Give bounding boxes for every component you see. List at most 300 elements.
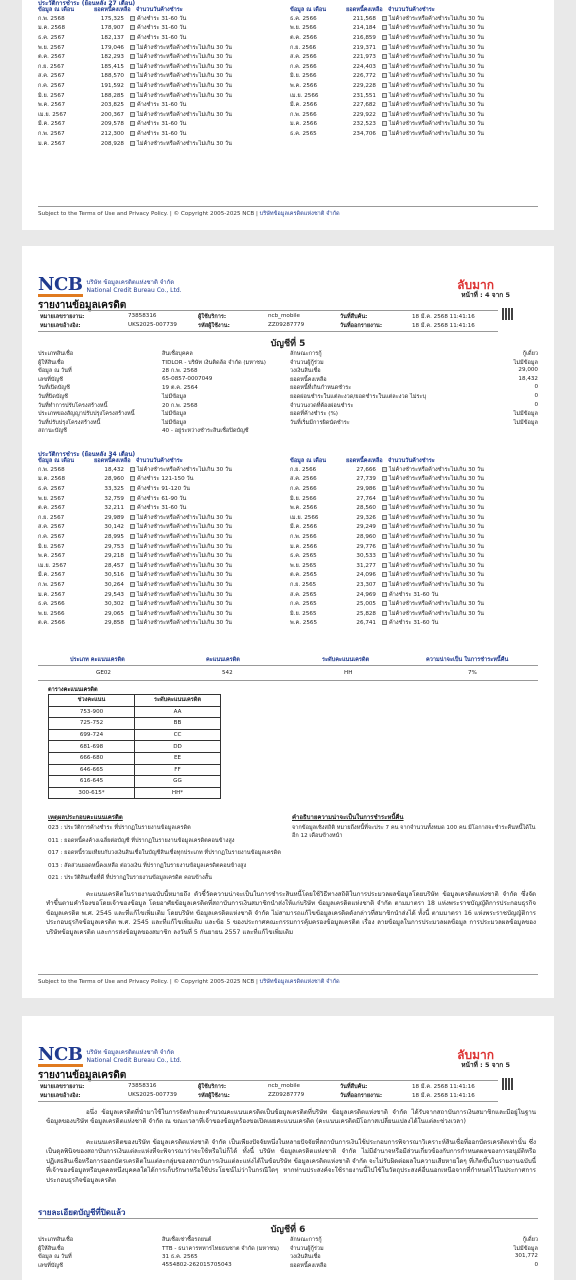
- status-box-icon: [382, 476, 387, 481]
- history-status-text: ไม่ค้างชำระหรือค้างชำระไม่เกิน 30 วัน: [389, 82, 484, 89]
- history-status-text: ไม่ค้างชำระหรือค้างชำระไม่เกิน 30 วัน: [137, 620, 232, 627]
- history-balance: 24,969: [356, 591, 376, 598]
- history-row: [290, 475, 484, 485]
- status-box-icon: [130, 505, 135, 510]
- history-month: พ.ค. 2567: [38, 553, 65, 560]
- page-number: หน้าที่ : 5 จาก 5: [461, 1061, 510, 1069]
- history-status: [130, 72, 232, 80]
- page-footer: Subject to the Terms of Use and Privacy Policy. | © Copyright 2005-2025 NCB | บริษัทข้อมูลเครดิตแห่งชาติ จำกัด: [38, 211, 340, 217]
- history-title: ประวัติการชำระ (ย้อนหลัง 27 เดือน): [38, 0, 136, 7]
- history-row: [290, 619, 484, 629]
- history-month: ต.ค. 2565: [290, 572, 317, 579]
- score-reason: 011 : ยอดหนี้คงค้างเฉลี่ยต่อบัญชี ที่ปรากฏในรายงานข้อมูลเครดิตคอนข้างสูง: [48, 837, 235, 844]
- detail-label: ยอดที่ค้างชำระ (%): [290, 411, 338, 418]
- history-balance: 224,403: [352, 63, 376, 70]
- score-range-title: ตารางคะแนนเครดิต: [48, 687, 98, 693]
- history-row: [38, 484, 232, 494]
- history-balance: 30,533: [356, 553, 376, 560]
- history-status: [130, 24, 186, 32]
- history-status: [130, 63, 232, 71]
- history-balance: 31,277: [356, 562, 376, 569]
- status-box-icon: [382, 25, 387, 30]
- history-balance: 191,592: [100, 82, 124, 89]
- history-balance: 229,228: [352, 82, 376, 89]
- range-score: 646-665: [49, 764, 135, 776]
- closed-accounts-title: รายละเอียดบัญชีที่ปิดแล้ว: [38, 1208, 126, 1217]
- history-balance: 28,457: [104, 562, 124, 569]
- history-balance: 29,218: [104, 553, 124, 560]
- history-month: ธ.ค. 2566: [38, 601, 65, 608]
- history-row: [290, 571, 484, 581]
- history-status-text: ค้างชำระ 31-60 วัน: [389, 591, 439, 598]
- history-status-text: ไม่ค้างชำระหรือค้างชำระไม่เกิน 30 วัน: [137, 581, 232, 588]
- history-month: ส.ค. 2567: [38, 73, 65, 80]
- history-row: [38, 465, 232, 475]
- status-box-icon: [382, 54, 387, 59]
- status-box-icon: [130, 524, 135, 529]
- history-balance: 208,928: [100, 140, 124, 147]
- detail-value: สินเชื่อเช่าซื้อรถยนต์: [162, 1237, 212, 1243]
- history-row: [38, 523, 232, 533]
- status-box-icon: [382, 121, 387, 126]
- history-status: [382, 562, 484, 570]
- history-status: [382, 619, 438, 627]
- range-grade: DD: [135, 741, 221, 753]
- status-box-icon: [130, 563, 135, 568]
- detail-value: ไม่มีข้อมูล: [513, 419, 538, 426]
- history-month: เม.ย. 2566: [290, 92, 319, 99]
- history-row: [38, 43, 232, 53]
- history-balance: 188,570: [100, 73, 124, 80]
- detail-value: กู้เดี่ยว: [522, 1237, 538, 1243]
- history-balance: 32,211: [104, 505, 124, 512]
- history-status: [382, 111, 484, 119]
- history-month: ม.ค. 2568: [38, 476, 65, 483]
- history-status-text: ค้างชำระ 91-120 วัน: [137, 485, 190, 492]
- report-meta: หมายเลขรายงาน: 73858316 หมายเลขอ้างอิง: UKS2025-007739 ผู้ใช้บริการ: ncb_mobile รหัสผู้ใช้งาน: ZZ09287779 วันที่สืบค้น: 18 มี.ค. 2568 11:41:16 วันที่ออกรายงาน: 18 มี.ค. 2568 11:41:16: [38, 310, 498, 332]
- divider: [38, 206, 538, 207]
- history-row: [290, 542, 484, 552]
- history-row: [290, 120, 484, 130]
- history-balance: 219,371: [352, 44, 376, 51]
- status-box-icon: [382, 505, 387, 510]
- history-status: [382, 34, 484, 42]
- status-box-icon: [130, 73, 135, 78]
- history-balance: 30,142: [104, 524, 124, 531]
- history-row: [38, 513, 232, 523]
- footer-link[interactable]: บริษัทข้อมูลเครดิตแห่งชาติ จำกัด: [259, 211, 340, 217]
- history-balance: 25,005: [356, 601, 376, 608]
- score-reason: 021 : ประวัติสินเชื่อที่ดี ที่ปรากฏในรายงานข้อมูลเครดิต คอนข้างสั้น: [48, 875, 212, 882]
- history-month: ก.ย. 2567: [38, 63, 65, 70]
- detail-value: สินเชื่อบุคคล: [162, 351, 193, 357]
- range-grade: FF: [135, 764, 221, 776]
- status-box-icon: [130, 83, 135, 88]
- history-balance: 27,739: [356, 476, 376, 483]
- history-balance: 182,293: [100, 54, 124, 61]
- status-box-icon: [382, 45, 387, 50]
- status-box-icon: [382, 467, 387, 472]
- detail-value: ไม่มีข้อมูล: [162, 419, 187, 426]
- range-row: [49, 718, 221, 730]
- history-month: ก.ย. 2566: [290, 466, 317, 473]
- history-status-text: ไม่ค้างชำระหรือค้างชำระไม่เกิน 30 วัน: [389, 111, 484, 118]
- status-box-icon: [130, 121, 135, 126]
- history-status-text: ไม่ค้างชำระหรือค้างชำระไม่เกิน 30 วัน: [137, 553, 232, 560]
- history-row: [38, 14, 232, 24]
- history-row: [38, 24, 232, 34]
- history-row: [290, 110, 484, 120]
- history-balance: 229,922: [352, 111, 376, 118]
- detail-value: 0: [534, 384, 538, 391]
- history-month: ก.ค. 2567: [38, 82, 65, 89]
- history-status-text: ไม่ค้างชำระหรือค้างชำระไม่เกิน 30 วัน: [389, 533, 484, 540]
- history-row: [290, 465, 484, 475]
- history-row: [38, 532, 232, 542]
- score-explanation: คะแนนเครดิตในรายงานฉบับนี้หมายถึง ตัวชี้วัดความน่าจะเป็นในการชำระสินหนี้โดยใช้วิธีทางสถิติในการประมวลผลข้อมูลโดยบริษัท ข้อมูลเครดิตแห่งชาติ จำกัด ซึ่งจัดทำขึ้นตามคำร้องขอโดยเจ้าของข้อมูล โดยอาศัยข้อมูลเครดิตที่สถาบันการเงินสมาชิกนำส่งให้แก่บริษัท ข้อมูลเครดิตแห่งชาติ จำกัด ตามมาตรา 18 แห่งพระราชบัญญัติการประกอบธุรกิจข้อมูลเครดิต พ.ศ. 2545 และที่แก้ไขเพิ่มเติม โดยบริษัท ข้อมูลเครดิตแห่งชาติ จำกัด ไม่สามารถแก้ไขข้อมูลเครดิตดังกล่าวที่สมาชิกนำส่งได้ ทั้งนี้ ตามมาตรา 16 แห่งพระราชบัญญัติการประกอบธุรกิจข้อมูลเครดิต พ.ศ. 2545 และที่แก้ไขเพิ่มเติม และข้อ 5 ของประกาศคณะกรรมการคุ้มครองข้อมูลเครดิต เรื่อง ลายข้อมูลในการประมวลผลข้อมูล การประมวลผลข้อมูลของบริษัทข้อมูลเครดิต และการส่งข้อมูลของสมาชิก ลงวันที่ 5 กันยายน 2557 และที่แก้ไขเพิ่มเติม: [46, 891, 536, 936]
- detail-value: กู้เดี่ยว: [522, 351, 538, 357]
- history-status-text: ไม่ค้างชำระหรือค้างชำระไม่เกิน 30 วัน: [389, 63, 484, 70]
- history-status-text: ค้างชำระ 31-60 วัน: [137, 34, 187, 41]
- status-box-icon: [382, 553, 387, 558]
- history-balance: 234,706: [352, 130, 376, 137]
- disclaimer-paragraph-2: คะแนนเครดิตของบริษัท ข้อมูลเครดิตแห่งชาติ จำกัด เป็นเพียงปัจจัยหนึ่งในหลายปัจจัยที่สถาบันการเงินใช้ประกอบการพิจารณาวิเคราะห์สินเชื่อที่ออกบัตรเครดิตเท่านั้น ซึ่งเป็นดุลพินิจของสถาบันการเงินแต่ละแห่งที่จะพิจารณาว่าจะใช้หรือไม่ก็ได้ ทั้งนี้ บริษัท ข้อมูลเครดิตแห่งชาติ จำกัด ไม่มีอำนาจหรือมีส่วนเกี่ยวข้องกับการกำหนดผลของการอนุมัติหรือปฏิเสธสินเชื่อหรือการออกบัตรเครดิตในแต่ละกลุ่มของสถาบันการเงินแต่ละแห่งได้ในข้อบริษัท ข้อมูลเครดิตแห่งชาติ จำกัด จะไม่รับผิดต่อผลในความเสียหายใดๆ ที่เกิดขึ้นในรายงานฉบับนี้ที่เจ้าของข้อมูลหรือบุคคลหนึ่งบุคคลใดได้การเก็บรักษาหรือใช้ประโยชน์ไม่ว่าในกรณีใดๆ หากท่านประสงค์จะใช้รายงานนี้ไปใช้ในวัตถุประสงค์อื่นนอกเหนือจากที่กำหนดไว้ในประกาศการประกอบธุรกิจข้อมูลเครดิต: [46, 1139, 536, 1184]
- history-month: ม.ค. 2567: [38, 140, 65, 147]
- history-status-text: ไม่ค้างชำระหรือค้างชำระไม่เกิน 30 วัน: [389, 466, 484, 473]
- qr-code-icon: [502, 1078, 514, 1090]
- page-number: หน้าที่ : 4 จาก 5: [461, 291, 510, 299]
- history-list-right: [290, 465, 484, 628]
- history-status-text: ไม่ค้างชำระหรือค้างชำระไม่เกิน 30 วัน: [137, 601, 232, 608]
- detail-value: 18,432: [518, 375, 538, 382]
- range-grade: BB: [135, 718, 221, 730]
- history-status-text: ไม่ค้างชำระหรือค้างชำระไม่เกิน 30 วัน: [389, 495, 484, 502]
- history-headers-right: ข้อมูล ณ เดือน ยอดหนี้คงเหลือ จำนวนวันค้างชำระ: [290, 7, 435, 13]
- status-box-icon: [382, 592, 387, 597]
- status-box-icon: [130, 601, 135, 606]
- history-balance: 203,825: [100, 102, 124, 109]
- history-month: ส.ค. 2566: [290, 476, 317, 483]
- history-balance: 32,759: [104, 495, 124, 502]
- status-box-icon: [382, 582, 387, 587]
- history-status-text: ไม่ค้างชำระหรือค้างชำระไม่เกิน 30 วัน: [137, 543, 232, 550]
- history-row: [38, 580, 232, 590]
- history-status: [382, 552, 484, 560]
- range-score: 753-900: [49, 706, 135, 718]
- history-balance: 18,432: [104, 466, 124, 473]
- status-box-icon: [382, 83, 387, 88]
- history-status: [130, 495, 186, 503]
- status-box-icon: [382, 73, 387, 78]
- status-box-icon: [382, 515, 387, 520]
- history-status: [130, 533, 232, 541]
- history-row: [38, 494, 232, 504]
- page-footer: Subject to the Terms of Use and Privacy Policy. | © Copyright 2005-2025 NCB | บริษัทข้อมูลเครดิตแห่งชาติ จำกัด: [38, 979, 340, 985]
- history-balance: 209,578: [100, 121, 124, 128]
- detail-value: ไม่มีข้อมูล: [162, 394, 187, 400]
- history-status-text: ค้างชำระ 31-60 วัน: [137, 121, 187, 128]
- history-balance: 29,858: [104, 620, 124, 627]
- history-status-text: ไม่ค้างชำระหรือค้างชำระไม่เกิน 30 วัน: [389, 581, 484, 588]
- status-box-icon: [130, 582, 135, 587]
- account-title: บัญชีที่ 5: [270, 339, 306, 349]
- history-month: ธ.ค. 2565: [290, 553, 317, 560]
- history-status: [382, 24, 484, 32]
- history-balance: 188,285: [100, 92, 124, 99]
- detail-label: จำนวนงวดที่ต้องผ่อนชำระ: [290, 402, 354, 409]
- detail-value: 31 ธ.ค. 2565: [162, 1254, 198, 1261]
- history-row: [290, 580, 484, 590]
- detail-label: ประเภทของสัญญาปรับปรุงโครงสร้างหนี้: [38, 411, 135, 418]
- score-reason: 013 : สัดส่วนยอดหนี้คงเหลือ ต่อวงเงิน ที่ปรากฏในรายงานข้อมูลเครดิตคอนข้างสูง: [48, 862, 247, 869]
- history-status-text: ไม่ค้างชำระหรือค้างชำระไม่เกิน 30 วัน: [137, 73, 232, 80]
- status-box-icon: [130, 25, 135, 30]
- history-balance: 216,859: [352, 34, 376, 41]
- probability-title: คำอธิบายความน่าจะเป็นในการชำระหนี้คืน: [292, 814, 404, 821]
- history-month: ก.ย. 2566: [290, 44, 317, 51]
- history-status-text: ไม่ค้างชำระหรือค้างชำระไม่เกิน 30 วัน: [137, 572, 232, 579]
- history-month: ก.พ. 2567: [38, 130, 65, 137]
- history-month: มิ.ย. 2565: [290, 610, 317, 617]
- history-balance: 29,249: [356, 524, 376, 531]
- status-box-icon: [382, 534, 387, 539]
- history-status-text: ไม่ค้างชำระหรือค้างชำระไม่เกิน 30 วัน: [137, 524, 232, 531]
- detail-value: TIDLOR - บริษัท เงินติดล้อ จำกัด (มหาชน): [162, 359, 266, 366]
- history-status: [382, 15, 484, 23]
- status-box-icon: [130, 112, 135, 117]
- history-row: [290, 599, 484, 609]
- status-box-icon: [130, 35, 135, 40]
- history-balance: 25,828: [356, 610, 376, 617]
- range-row: [49, 776, 221, 788]
- detail-value: 65-0857-0007049: [162, 375, 213, 382]
- history-headers-left: ข้อมูล ณ เดือน ยอดหนี้คงเหลือ จำนวนวันค้างชำระ: [38, 7, 183, 13]
- status-box-icon: [382, 544, 387, 549]
- detail-label: ผู้ให้สินเชื่อ: [38, 1245, 65, 1252]
- status-box-icon: [130, 496, 135, 501]
- history-status: [130, 485, 190, 493]
- history-status: [130, 111, 232, 119]
- score-reason: 023 : ประวัติการค้างชำระ ที่ปรากฏในรายงานข้อมูลเครดิต: [48, 825, 191, 831]
- divider: [38, 974, 538, 975]
- history-month: ก.ค. 2567: [38, 533, 65, 540]
- history-status: [382, 543, 484, 551]
- history-status: [130, 523, 232, 531]
- history-month: พ.ย. 2565: [290, 562, 317, 569]
- history-title: ประวัติการชำระ (ย้อนหลัง 34 เดือน): [38, 451, 136, 458]
- score-reasons-title: เหตุผลประกอบคะแนนเครดิต: [48, 814, 123, 821]
- detail-label: วงเงินสินเชื่อ: [290, 1254, 321, 1261]
- history-month: พ.ค. 2565: [290, 620, 317, 627]
- history-status: [382, 581, 484, 589]
- history-status: [130, 552, 232, 560]
- report-title: รายงานข้อมูลเครดิต: [38, 1070, 127, 1081]
- history-status-text: ไม่ค้างชำระหรือค้างชำระไม่เกิน 30 วัน: [137, 92, 232, 99]
- history-status: [382, 591, 438, 599]
- history-status: [130, 581, 232, 589]
- history-row: [290, 129, 484, 139]
- history-balance: 30,302: [104, 601, 124, 608]
- history-status: [130, 140, 232, 148]
- history-balance: 200,367: [100, 111, 124, 118]
- detail-label: วันที่ปิดบัญชี: [38, 394, 68, 400]
- history-balance: 30,516: [104, 572, 124, 579]
- history-status: [382, 120, 484, 128]
- history-status: [382, 504, 484, 512]
- history-status: [382, 571, 484, 579]
- history-month: พ.ค. 2566: [290, 505, 317, 512]
- confidential-label: ลับมาก: [457, 1048, 494, 1062]
- report-page-5: [22, 1016, 554, 1280]
- detail-value: 301,772: [514, 1253, 538, 1260]
- status-box-icon: [382, 93, 387, 98]
- history-row: [290, 484, 484, 494]
- detail-label: ข้อมูล ณ วันที่: [38, 368, 72, 375]
- history-month: ส.ค. 2567: [38, 524, 65, 531]
- history-month: มี.ค. 2566: [290, 524, 317, 531]
- history-month: ต.ค. 2567: [38, 505, 65, 512]
- history-status-text: ไม่ค้างชำระหรือค้างชำระไม่เกิน 30 วัน: [389, 54, 484, 61]
- history-row: [290, 100, 484, 110]
- history-month: ก.ย. 2565: [290, 581, 317, 588]
- status-box-icon: [130, 476, 135, 481]
- history-row: [38, 542, 232, 552]
- history-month: ม.ค. 2568: [38, 25, 65, 32]
- detail-label: ประเภทสินเชื่อ: [38, 351, 74, 357]
- range-row: [49, 706, 221, 718]
- history-status-text: ไม่ค้างชำระหรือค้างชำระไม่เกิน 30 วัน: [137, 466, 232, 473]
- detail-label: เลขที่บัญชี: [38, 376, 63, 383]
- history-list-right: [290, 14, 484, 139]
- detail-value: 28 ก.พ. 2568: [162, 368, 198, 375]
- history-status: [130, 571, 232, 579]
- history-balance: 214,184: [352, 25, 376, 32]
- status-box-icon: [382, 524, 387, 529]
- history-balance: 29,543: [104, 591, 124, 598]
- history-status-text: ไม่ค้างชำระหรือค้างชำระไม่เกิน 30 วัน: [389, 121, 484, 128]
- history-month: ส.ค. 2566: [290, 54, 317, 61]
- history-balance: 30,264: [104, 581, 124, 588]
- history-balance: 29,753: [104, 543, 124, 550]
- history-month: เม.ย. 2566: [290, 514, 319, 521]
- history-status: [130, 92, 232, 100]
- history-status-text: ไม่ค้างชำระหรือค้างชำระไม่เกิน 30 วัน: [389, 92, 484, 99]
- history-status: [382, 485, 484, 493]
- history-month: ก.พ. 2568: [38, 15, 65, 22]
- history-month: พ.ค. 2567: [38, 102, 65, 109]
- history-status-text: ไม่ค้างชำระหรือค้างชำระไม่เกิน 30 วัน: [389, 524, 484, 531]
- history-status-text: ไม่ค้างชำระหรือค้างชำระไม่เกิน 30 วัน: [389, 572, 484, 579]
- history-balance: 175,325: [100, 15, 124, 22]
- range-row: [49, 787, 221, 799]
- status-box-icon: [382, 496, 387, 501]
- history-status: [382, 44, 484, 52]
- history-status: [130, 514, 232, 522]
- detail-value: 4554802-262015705043: [162, 1261, 232, 1268]
- history-status-text: ไม่ค้างชำระหรือค้างชำระไม่เกิน 30 วัน: [137, 610, 232, 617]
- history-row: [38, 609, 232, 619]
- history-status: [382, 63, 484, 71]
- range-score: 666-680: [49, 752, 135, 764]
- report-title: รายงานข้อมูลเครดิต: [38, 300, 127, 311]
- history-status-text: ค้างชำระ 61-90 วัน: [137, 495, 187, 502]
- history-status: [130, 15, 186, 23]
- range-grade: HH*: [135, 787, 221, 799]
- history-status-text: ไม่ค้างชำระหรือค้างชำระไม่เกิน 30 วัน: [389, 514, 484, 521]
- history-month: มิ.ย. 2567: [38, 92, 65, 99]
- history-month: ม.ค. 2567: [38, 591, 65, 598]
- history-row: [290, 561, 484, 571]
- history-row: [38, 129, 232, 139]
- history-status: [130, 120, 186, 128]
- history-balance: 24,096: [356, 572, 376, 579]
- detail-label: ลักษณะการกู้: [290, 351, 322, 357]
- history-status: [130, 543, 232, 551]
- history-status: [382, 92, 484, 100]
- detail-label: จำนวนผู้กู้ร่วม: [290, 1245, 324, 1252]
- history-status-text: ค้างชำระ 31-60 วัน: [137, 25, 187, 32]
- confidential-label: ลับมาก: [457, 278, 494, 292]
- history-row: [290, 551, 484, 561]
- status-box-icon: [382, 112, 387, 117]
- history-status-text: ค้างชำระ 31-60 วัน: [389, 620, 439, 627]
- detail-label: เลขที่บัญชี: [38, 1262, 63, 1269]
- status-box-icon: [382, 572, 387, 577]
- footer-link[interactable]: บริษัทข้อมูลเครดิตแห่งชาติ จำกัด: [259, 979, 340, 985]
- detail-label: ข้อมูล ณ วันที่: [38, 1254, 72, 1261]
- history-month: ต.ค. 2566: [38, 620, 65, 627]
- history-balance: 28,960: [356, 533, 376, 540]
- history-status: [130, 466, 232, 474]
- history-status: [130, 44, 232, 52]
- history-row: [290, 43, 484, 53]
- status-box-icon: [382, 102, 387, 107]
- detail-label: วันที่เปิดบัญชี: [38, 385, 70, 392]
- detail-label: ประเภทสินเชื่อ: [38, 1237, 74, 1243]
- status-box-icon: [130, 592, 135, 597]
- range-score: 300-615*: [49, 787, 135, 799]
- history-status-text: ไม่ค้างชำระหรือค้างชำระไม่เกิน 30 วัน: [137, 111, 232, 118]
- status-box-icon: [130, 102, 135, 107]
- history-status-text: ไม่ค้างชำระหรือค้างชำระไม่เกิน 30 วัน: [137, 514, 232, 521]
- history-balance: 33,325: [104, 485, 124, 492]
- detail-label: จำนวนผู้กู้ร่วม: [290, 359, 324, 366]
- history-status-text: ไม่ค้างชำระหรือค้างชำระไม่เกิน 30 วัน: [389, 102, 484, 109]
- history-balance: 26,741: [356, 620, 376, 627]
- history-status-text: ไม่ค้างชำระหรือค้างชำระไม่เกิน 30 วัน: [137, 591, 232, 598]
- detail-label: ลักษณะการกู้: [290, 1237, 322, 1243]
- history-status-text: ค้างชำระ 31-60 วัน: [137, 505, 187, 512]
- history-row: [38, 100, 232, 110]
- history-balance: 29,776: [356, 543, 376, 550]
- history-row: [38, 139, 232, 149]
- report-meta: หมายเลขรายงาน: 73858316 หมายเลขอ้างอิง: UKS2025-007739 ผู้ใช้บริการ: ncb_mobile รหัสผู้ใช้งาน: ZZ09287779 วันที่สืบค้น: 18 มี.ค. 2568 11:41:16 วันที่ออกรายงาน: 18 มี.ค. 2568 11:41:16: [38, 1080, 498, 1102]
- history-month: มี.ค. 2567: [38, 121, 65, 128]
- detail-value: ไม่มีข้อมูล: [162, 411, 187, 418]
- status-box-icon: [130, 486, 135, 491]
- history-balance: 28,960: [104, 476, 124, 483]
- range-row: [49, 752, 221, 764]
- history-status: [130, 34, 186, 42]
- range-score: 725-752: [49, 718, 135, 730]
- status-box-icon: [130, 620, 135, 625]
- range-row: [49, 729, 221, 741]
- history-row: [290, 532, 484, 542]
- history-status-text: ไม่ค้างชำระหรือค้างชำระไม่เกิน 30 วัน: [389, 15, 484, 22]
- history-status-text: ค้างชำระ 31-60 วัน: [137, 15, 187, 22]
- history-month: ก.พ. 2567: [38, 581, 65, 588]
- range-grade: GG: [135, 776, 221, 788]
